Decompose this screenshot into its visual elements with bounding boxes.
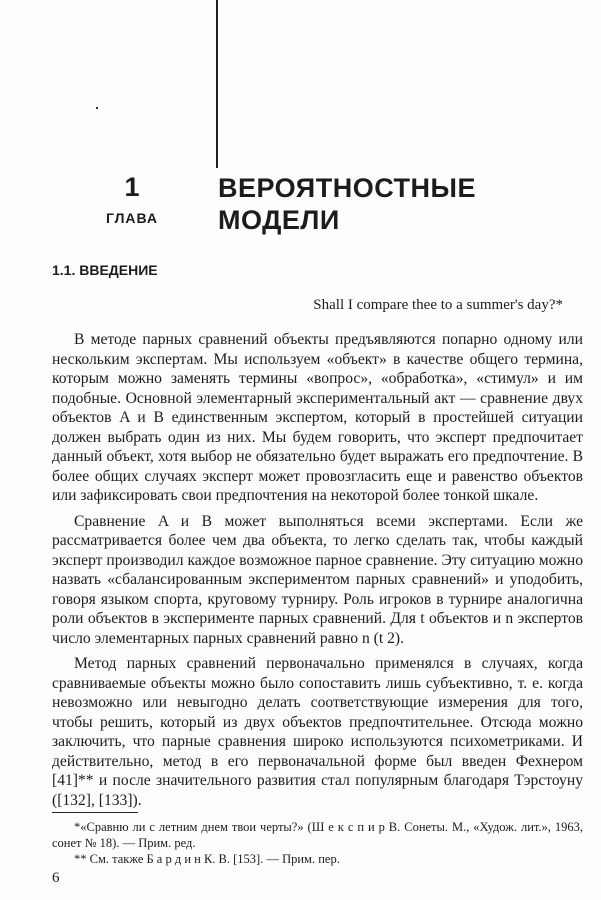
epigraph: Shall I compare thee to a summer's day?* [313, 297, 563, 313]
chapter-title-line1: ВЕРОЯТНОСТНЫЕ [218, 173, 476, 203]
margin-mark [96, 107, 98, 109]
footnote-1: *«Сравню ли с летним днем твои черты?» (Ш е к с п и р В. Сонеты. М., «Худож. лит.», 1963, сонет № 18). — Прим. ред. [52, 820, 583, 850]
footnotes [52, 819, 583, 867]
paragraph-2: Сравнение A и B может выполняться всеми экспертами. Если же рассматривается более чем два объекта, то легко сделать так, чтобы каждый эксперт производил каждое возможное парное сравнение. Эту ситуацию можно назвать «сбалансированным экспериментом парных сравнений» и уподобить, говоря языком спорта, круговому турниру. Роль игроков в турнире аналогична роли объектов в эксперименте парных сравнений. Для t объектов и n экспертов число элементарных парных сравнений равно n (t 2). [52, 512, 583, 647]
chapter-title [218, 172, 476, 236]
paragraph-1: В методе парных сравнений объекты предъявляются попарно одному или нескольким экспертам. Мы используем «объект» в качестве общего термина, которым можно заменять термины «вопрос», «обработка», «стимул» и им подобные. Основной элементарный экспериментальный акт — сравнение двух объектов A и B единственным экспертом, который в простейшей ситуации должен выбрать один из них. Мы будем говорить, что эксперт предпочитает данный объект, хотя выбор не обязательно будет выражать его предпочтение. В более общих случаях эксперт может провозгласить еще и равенство объектов или зафиксировать свои предпочтения на некоторой более тонкой шкале. [52, 331, 583, 504]
chapter-vertical-rule [216, 0, 218, 168]
paragraph-3: Метод парных сравнений первоначально применялся в случаях, когда сравниваемые объекты можно было сопоставить лишь субъективно, т. е. когда невозможно или невыгодно делать соответствующие измерения для того, чтобы решить, который из двух объектов предпочтительнее. Отсюда можно заключить, что парные сравнения широко используются психометриками. И действительно, метод в его первоначальной форме был введен Фехнером [41]** и после значительного развития стал популярным благодаря Тэрстоуну ([132], [133]). [52, 655, 583, 809]
chapter-number: 1 [124, 172, 140, 202]
footnote-separator [52, 812, 138, 813]
chapter-title-line2: МОДЕЛИ [218, 205, 340, 235]
body-text [52, 330, 583, 816]
chapter-label: ГЛАВА [106, 210, 159, 226]
footnote-2: ** См. также Б а р д и н К. В. [153]. — Прим. пер. [74, 852, 340, 866]
page-number: 6 [52, 870, 60, 886]
section-title: 1.1. ВВЕДЕНИЕ [52, 262, 158, 278]
